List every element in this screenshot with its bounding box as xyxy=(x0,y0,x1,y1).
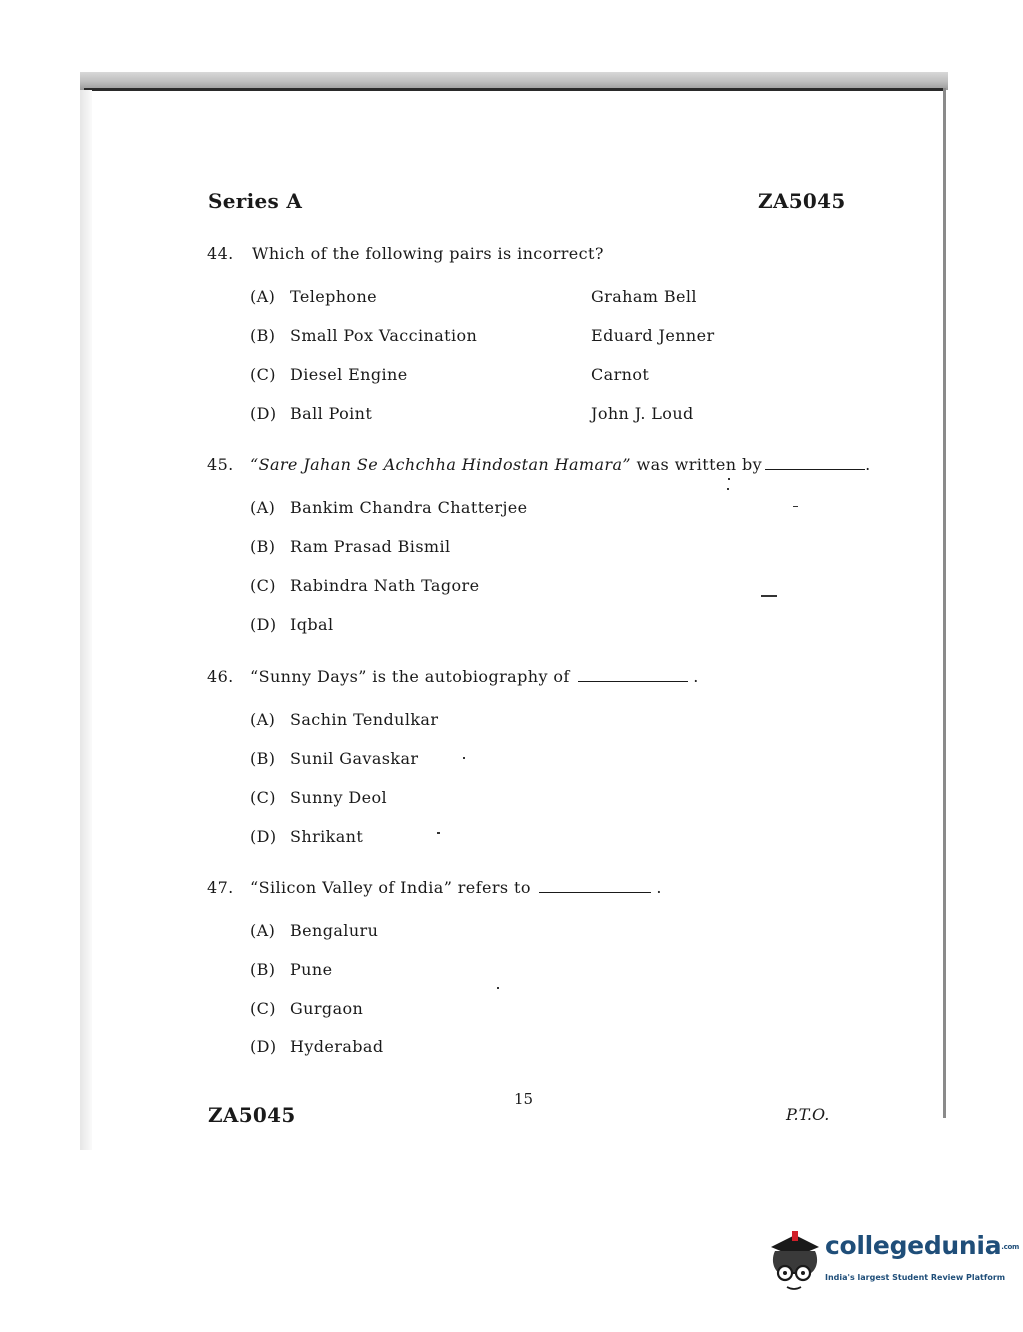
option-label: (D) xyxy=(250,1037,277,1056)
option-c xyxy=(250,576,479,595)
brand-text: collegedunia xyxy=(825,1231,1002,1260)
option-label: (A) xyxy=(250,921,276,940)
series-label: Series A xyxy=(208,189,303,213)
brand-dotcom: .com xyxy=(1001,1243,1019,1251)
question-number: 45. xyxy=(207,455,234,474)
option-d xyxy=(250,827,363,846)
option-text: Small Pox Vaccination xyxy=(290,326,478,345)
option-label: (A) xyxy=(250,287,276,306)
option-pair: Graham Bell xyxy=(591,287,697,306)
option-label: (B) xyxy=(250,326,276,345)
question-number: 46. xyxy=(207,667,234,686)
brand-name xyxy=(825,1231,1019,1260)
scan-speck xyxy=(793,506,798,507)
question-text: Which of the following pairs is incorrect? xyxy=(252,244,604,263)
scan-speck xyxy=(497,987,499,989)
option-text: Gurgaon xyxy=(290,999,364,1018)
paper-code: ZA5045 xyxy=(758,189,846,213)
option-text: Bankim Chandra Chatterjee xyxy=(290,498,528,517)
scan-speck xyxy=(463,757,465,759)
scan-edge-right xyxy=(943,88,946,1118)
option-label: (C) xyxy=(250,576,276,595)
option-text: Sunil Gavaskar xyxy=(290,749,419,768)
question-number: 44. xyxy=(207,244,234,263)
option-a xyxy=(250,498,528,517)
option-label: (C) xyxy=(250,999,276,1018)
option-text: Pune xyxy=(290,960,333,979)
answer-blank xyxy=(765,465,865,470)
question-text-italic: “Sare Jahan Se Achchha Hindostan Hamara” xyxy=(250,455,631,474)
option-pair: Carnot xyxy=(591,365,650,384)
question-text-main: “Silicon Valley of India” refers to xyxy=(250,878,531,897)
option-d xyxy=(250,404,372,423)
question-text-rest: was written by xyxy=(631,455,763,474)
option-a xyxy=(250,710,438,729)
option-text: Shrikant xyxy=(290,827,364,846)
page-number: 15 xyxy=(514,1090,534,1108)
option-b xyxy=(250,749,418,768)
option-d xyxy=(250,1037,384,1056)
option-label: (D) xyxy=(250,615,277,634)
question-text-main: “Sunny Days” is the autobiography of xyxy=(250,667,570,686)
footer-paper-code: ZA5045 xyxy=(208,1103,296,1127)
option-text: Hyderabad xyxy=(290,1037,384,1056)
option-label: (A) xyxy=(250,710,276,729)
option-d xyxy=(250,615,333,634)
option-text: Rabindra Nath Tagore xyxy=(290,576,480,595)
question-number: 47. xyxy=(207,878,234,897)
answer-blank xyxy=(539,888,651,893)
option-text: Ram Prasad Bismil xyxy=(290,537,451,556)
option-label: (B) xyxy=(250,537,276,556)
option-pair: John J. Loud xyxy=(591,404,694,423)
option-text: Diesel Engine xyxy=(290,365,408,384)
scan-speck xyxy=(437,832,440,834)
scan-speck xyxy=(761,595,777,597)
pto-label: P.T.O. xyxy=(786,1105,830,1124)
option-label: (B) xyxy=(250,749,276,768)
question-text: “Sunny Days” is the autobiography of . xyxy=(250,667,699,686)
option-label: (D) xyxy=(250,404,277,423)
option-a xyxy=(250,287,377,306)
scan-speck xyxy=(728,478,730,480)
scan-speck xyxy=(727,488,729,490)
option-label: (B) xyxy=(250,960,276,979)
scan-edge-line xyxy=(84,88,946,91)
mascot-icon xyxy=(765,1225,823,1295)
option-b xyxy=(250,326,477,345)
option-label: (C) xyxy=(250,788,276,807)
option-text: Sachin Tendulkar xyxy=(290,710,439,729)
option-label: (A) xyxy=(250,498,276,517)
option-text: Ball Point xyxy=(290,404,373,423)
option-pair: Eduard Jenner xyxy=(591,326,715,345)
option-label: (C) xyxy=(250,365,276,384)
answer-blank xyxy=(578,677,688,682)
option-text: Sunny Deol xyxy=(290,788,388,807)
option-b xyxy=(250,537,451,556)
option-c xyxy=(250,788,387,807)
option-label: (D) xyxy=(250,827,277,846)
option-b xyxy=(250,960,332,979)
question-text: “Silicon Valley of India” refers to . xyxy=(250,878,662,897)
scan-shadow-left xyxy=(80,90,92,1150)
option-c xyxy=(250,365,408,384)
option-text: Telephone xyxy=(290,287,378,306)
brand-tagline: India's largest Student Review Platform xyxy=(825,1273,1006,1282)
question-text: “Sare Jahan Se Achchha Hindostan Hamara” was written by . xyxy=(250,455,871,474)
option-a xyxy=(250,921,378,940)
option-c xyxy=(250,999,363,1018)
option-text: Iqbal xyxy=(290,615,334,634)
option-text: Bengaluru xyxy=(290,921,379,940)
collegedunia-logo xyxy=(765,1225,1019,1295)
